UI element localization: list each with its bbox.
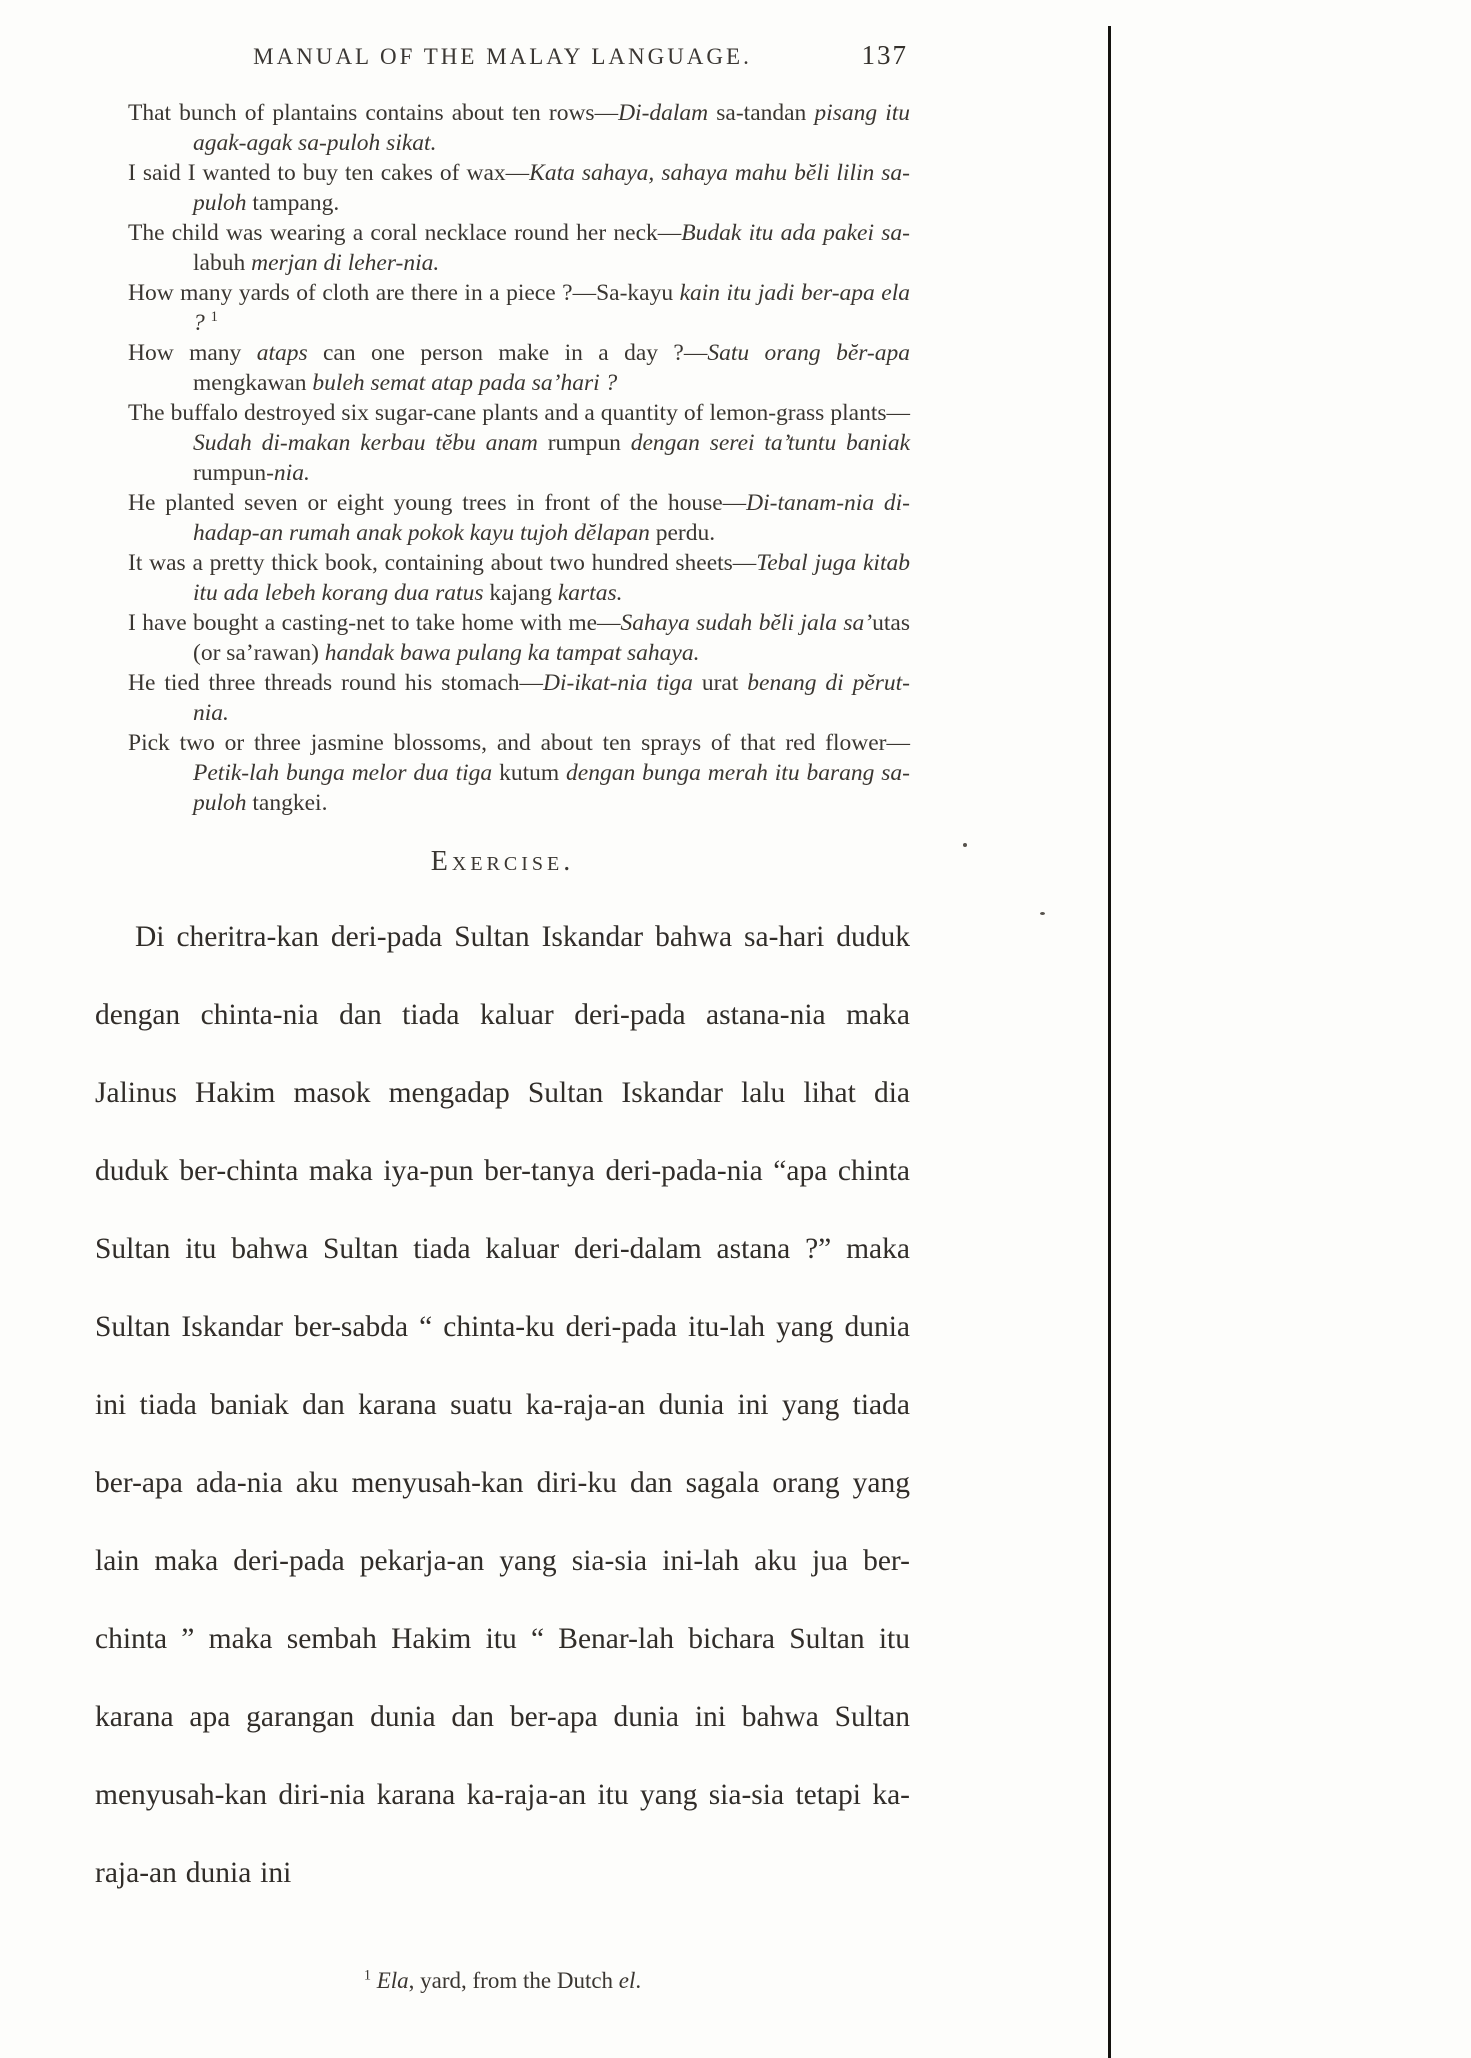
scan-speck [1040,912,1045,915]
example-sentence: I have bought a casting-net to take home with me—Sahaya sudah bĕli jala sa’utas (or sa’rawan) handak bawa pulang ka tampat sahaya. [128,610,910,666]
example-sentence: That bunch of plantains contains about ten rows—Di-dalam sa-tandan pisang itu agak-agak sa-puloh sikat. [128,100,911,156]
header-title: MANUAL OF THE MALAY LANGUAGE. [253,44,752,69]
example-sentence: How many yards of cloth are there in a piece ?—Sa-kayu kain itu jadi ber-apa ela ? $^1$ [128,280,911,336]
text-column [95,0,910,2058]
example-sentence: Pick two or three jasmine blossoms, and about ten sprays of that red flower—Petik-lah bunga melor dua tiga kutum dengan bunga merah itu barang sa-puloh tangkei. [128,730,911,816]
example-sentence: He planted seven or eight young trees in front of the house—Di-tanam-nia di-hadap-an rumah anak pokok kayu tujoh dĕlapan perdu. [128,490,910,546]
footnote: $^1$ Ela, yard, from the Dutch el. [363,1967,642,1993]
example-sentence: It was a pretty thick book, containing about two hundred sheets—Tebal juga kitab itu ada lebeh korang dua ratus kajang kartas. [128,550,910,606]
exercise-paragraph: Di cheritra-kan deri-pada Sultan Iskandar bahwa sa-hari duduk dengan chinta-nia dan tiada kaluar deri-pada astana-nia maka Jalinus Hakim masok mengadap Sultan Iskandar lalu lihat dia duduk ber-chinta maka iya-pun ber-tanya deri-pada-nia “apa chinta Sultan itu bahwa Sultan tiada kaluar deri-dalam astana ?” maka Sultan Iskandar ber-sabda “ chinta-ku deri-pada itu-lah yang dunia ini tiada baniak dan karana suatu ka-raja-an dunia ini yang tiada ber-apa ada-nia aku menyusah-kan diri-ku dan sagala orang yang lain maka deri-pada pekarja-an yang sia-sia ini-lah aku jua ber-chinta ” maka sembah Hakim itu “ Benar-lah bichara Sultan itu karana apa garangan dunia dan ber-apa dunia ini bahwa Sultan menyusah-kan diri-nia karana ka-raja-an itu yang sia-sia tetapi ka-raja-an dunia ini [95,921,910,1889]
running-header [95,40,910,70]
page-edge-line [1108,26,1111,2058]
example-sentence: How many ataps can one person make in a day ?—Satu orang bĕr-apa mengkawan buleh semat atap pada sa’hari ? [128,340,911,396]
example-sentence: He tied three threads round his stomach—Di-ikat-nia tiga urat benang di pĕrut-nia. [128,670,910,726]
exercise-heading: Exercise. [430,846,575,877]
example-sentence: The child was wearing a coral necklace round her neck—Budak itu ada pakei sa-labuh merjan di leher-nia. [128,220,910,276]
example-sentence: I said I wanted to buy ten cakes of wax—Kata sahaya, sahaya mahu bĕli lilin sa-puloh tampang. [128,160,910,216]
example-sentence: The buffalo destroyed six sugar-cane plants and a quantity of lemon-grass plants—Sudah di-makan kerbau tĕbu anam rumpun dengan serei ta’tuntu baniak rumpun-nia. [128,400,911,486]
scan-speck [963,843,967,847]
page-number: 137 [861,40,908,70]
example-sentences-list [128,98,910,818]
